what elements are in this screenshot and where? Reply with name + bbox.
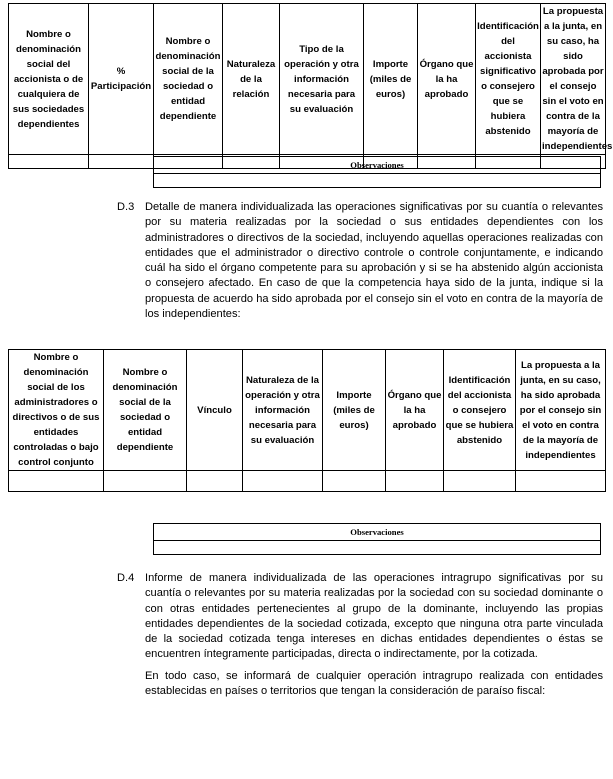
observaciones-field[interactable]: [154, 174, 601, 188]
observaciones-label: Observaciones: [154, 524, 601, 541]
table-cell: [9, 471, 104, 492]
column-header: Nombre o denominación social de la sociedad o entidad dependiente: [154, 4, 223, 155]
table-row: [9, 471, 606, 492]
column-header: Nombre o denominación social de la sociedad o entidad dependiente: [104, 350, 187, 471]
column-header: Órgano que la ha aprobado: [386, 350, 444, 471]
column-header: Naturaleza de la operación y otra información necesaria para su evaluación: [243, 350, 323, 471]
observaciones-field[interactable]: [154, 541, 601, 555]
observaciones-box: [153, 156, 601, 188]
table-header-row: [9, 4, 606, 155]
table-cell: [89, 155, 154, 169]
table-cell: [386, 471, 444, 492]
section-paragraph: Detalle de manera individualizada las operaciones significativas por su cuantía o relevantes por su materia realizadas por la sociedad o sus entidades dependientes con los administradores o directivos de la sociedad, incluyendo aquellas operaciones realizadas con entidades que el administrador o directivo controle o controle conjuntamente, e indicando cuál ha sido el órgano competente para su aprobación y si se ha abstenido algún accionista o consejero afectado. En caso de que la competencia haya sido de la junta, indique si la propuesta de acuerdo ha sido aprobada por el consejo sin el voto en contra de la mayoría de los independientes:: [145, 201, 603, 321]
related-operations-directors-table: [8, 349, 606, 492]
column-header: La propuesta a la junta, en su caso, ha sido aprobada por el consejo sin el voto en contra de la mayoría de independientes: [541, 4, 606, 155]
column-header: Órgano que la ha aprobado: [418, 4, 476, 155]
table-cell: [444, 471, 516, 492]
table-cell: [243, 471, 323, 492]
section-d3: [117, 200, 603, 328]
column-header: Identificación del accionista o consejero que se hubiera abstenido: [444, 350, 516, 471]
observaciones-label: Observaciones: [154, 157, 601, 174]
column-header: Naturaleza de la relación: [223, 4, 280, 155]
table-cell: [323, 471, 386, 492]
section-number: D.4: [117, 572, 135, 584]
section-paragraph: En todo caso, se informará de cualquier operación intragrupo realizada con entidades establecidas en países o territorios que tengan la consideración de paraíso fiscal:: [145, 669, 603, 698]
column-header: Importe (miles de euros): [364, 4, 418, 155]
column-header: Nombre o denominación social de los administradores o directivos o de sus entidades controladas o bajo control conjunto: [9, 350, 104, 471]
table-cell: [516, 471, 606, 492]
column-header: Vínculo: [187, 350, 243, 471]
table-cell: [187, 471, 243, 492]
table-cell: [104, 471, 187, 492]
column-header: Importe (miles de euros): [323, 350, 386, 471]
section-number: D.3: [117, 201, 135, 213]
column-header: Identificación del accionista significativo o consejero que se hubiera abstenido: [476, 4, 541, 155]
related-operations-shareholders-table: [8, 3, 613, 169]
section-paragraph: Informe de manera individualizada de las operaciones intragrupo significativas por su cuantía o relevantes por su materia realizadas por la sociedad con su sociedad dominante o con otras entidades pertenecientes al grupo de la dominante, incluyendo las propias entidades dependientes de la sociedad cotizada, excepto que ninguna otra parte vinculada de la sociedad cotizada tenga intereses en dichas entidades dependientes o éstas se encuentren íntegramente participadas, directa o indirectamente, por la cotizada.: [145, 572, 603, 661]
table-header-row: [9, 350, 606, 471]
column-header: La propuesta a la junta, en su caso, ha sido aprobada por el consejo sin el voto en contra de la mayoría de independientes: [516, 350, 606, 471]
column-header: Nombre o denominación social del accionista o de cualquiera de sus sociedades dependientes: [9, 4, 89, 155]
column-header: Tipo de la operación y otra información necesaria para su evaluación: [280, 4, 364, 155]
table-cell: [9, 155, 89, 169]
column-header: % Participación: [89, 4, 154, 155]
observaciones-box: [153, 523, 601, 555]
section-d4: [117, 571, 603, 705]
